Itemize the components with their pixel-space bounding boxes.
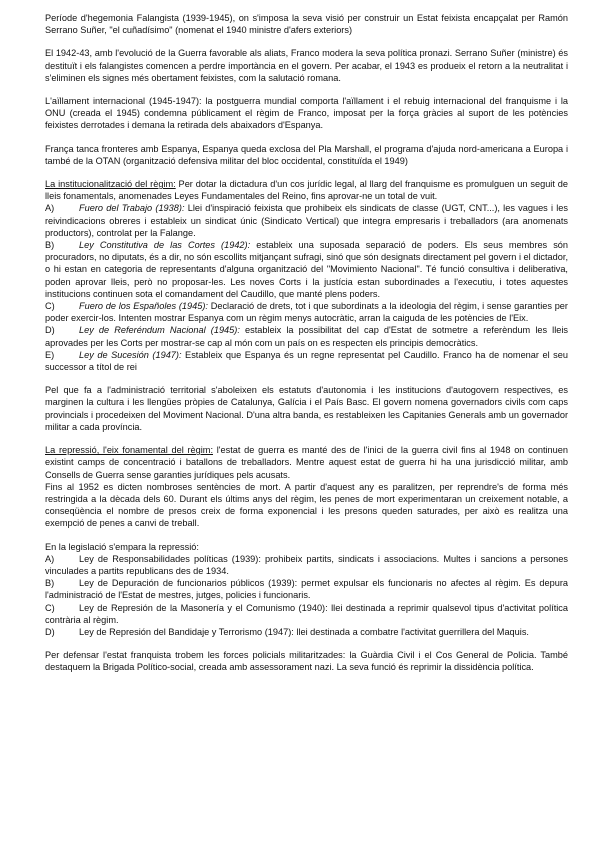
list-letter: A) bbox=[45, 203, 55, 214]
law-description: Ley de Responsabilidades políticas (1939): prohibeix partits, sindicats i associacions. Multes i sancions a persones vinculades a partits republicans des de 1934. bbox=[45, 553, 568, 576]
list-item-depuracion bbox=[45, 577, 568, 601]
institutionalization-heading: La institucionalització del règim: bbox=[45, 179, 176, 190]
law-description: Ley de Represión de la Masonería y el Comunismo (1940): llei destinada a reprimir qualsevol tipus d'activitat política contrària al règim. bbox=[45, 602, 568, 625]
paragraph-police-forces: Per defensar l'estat franquista trobem les forces policials militaritzades: la Guàrdia Civil i el Cos General de Policia. També destaquem la Brigada Político-social, creada amb assessorament nazi. La seva funció és reprimir la dissidència política. bbox=[45, 650, 568, 673]
paragraph-falangist-period: Període d'hegemonia Falangista (1939-1945), on s'imposa la seva visió per construir un Estat feixista encapçalat per Ramón Serrano Suñer, "el cuñadísimo" (nomenat el 1940 ministre d'afers exteriors) bbox=[45, 13, 568, 36]
law-name: Ley de Referéndum Nacional (1945): bbox=[79, 325, 240, 336]
repression-text: l'estat de guerra es manté des de l'inici de la guerra civil fins al 1948 on continuen existint camps de concentració i batallons de treballadors. Mentre aquest estat de guerra hi ha una jurisdicció militar, amb Consells de Guerra sense garanties jurídiques pels acusats. bbox=[45, 445, 568, 480]
paragraph-france-borders: França tanca fronteres amb Espanya, Espanya queda exclosa del Pla Marshall, el programa d'ajuda nord-americana a Europa i també de la OTAN (organització defensiva militar del bloc occidental, constituïda el 1949) bbox=[45, 143, 568, 166]
list-letter: E) bbox=[45, 349, 55, 360]
law-name: Ley de Sucesión (1947): bbox=[79, 349, 182, 360]
repression-heading: La repressió, l'eix fonamental del règim: bbox=[45, 445, 213, 456]
list-item-fuero-espanoles bbox=[45, 300, 568, 324]
list-letter: C) bbox=[45, 301, 55, 312]
section-repression bbox=[45, 444, 568, 529]
list-letter: D) bbox=[45, 626, 55, 637]
section-institutionalization bbox=[45, 178, 568, 373]
list-item-ley-sucesion bbox=[45, 349, 568, 373]
law-description: Estableix que Espanya és un regne representat pel Caudillo. Franco ha de nomenar el seu successor a títol de rei bbox=[45, 349, 568, 373]
law-name: Fuero de los Españoles (1945): bbox=[79, 301, 208, 312]
law-description: Llei d'inspiració feixista que prohibeix els sindicats de classe (UGT, CNT...), les vagues i les reivindicacions obreres i estableix un sindicat únic (Sindicato Vertical) que integra empresaris i treballadors (ara anomenats productors), controlat per la Falange. bbox=[45, 203, 568, 238]
law-description: Ley de Depuración de funcionarios públicos (1939): permet expulsar els funcionaris no afectes al règim. Es depura l'administració de l'Estat de mestres, jutges, policies i funcionaris. bbox=[45, 578, 568, 601]
law-description: estableix una suposada separació de poders. Els seus membres són procuradors, no diputats, és a dir, no són escollits mitjançant sufragi, sinó que són designats directament pel govern i el dictador, o hi estan en categoria de representants d'alguna organització del "Movimiento Nacional". Té funció consultiva i deliberativa, poden aprovar lleis, però no proposar-les. Les noves Corts i la justícia estan subordinades a l'executiu, i totes aquestes institucions continuen sota el comandament del Caudillo, que manté plens poders. bbox=[45, 240, 569, 299]
legislation-intro: En la legislació s'empara la repressió: bbox=[45, 541, 199, 552]
list-letter: B) bbox=[45, 578, 55, 589]
institutionalization-text: Per dotar la dictadura d'un cos jurídic legal, al llarg del franquisme es promulguen un seguit de lleis fonamentals, anomenades Leyes Fundamentales del Reino, fins aprovar-ne un total de vuit. bbox=[45, 179, 568, 202]
list-item-fuero-trabajo bbox=[45, 202, 568, 239]
law-description: Declaració de drets, tot i que subordinats a la ideologia del règim, i sense garanties per poder exercir-los. Intenten mostrar Espanya com un règim menys autocràtic, arran la caiguda de les potències de l'Eix. bbox=[45, 301, 568, 324]
list-item-responsabilidades bbox=[45, 553, 568, 577]
paragraph-territorial-administration: Pel que fa a l'administració territorial s'aboleixen els estatuts d'autonomia i les institucions d'autogovern respectives, es marginen la cultura i les llengües pròpies de Catalunya, Galícia i el País Basc. El govern nomena governadors civils com caps provincials i procedeixen del Moviment Nacional. D'una altra banda, es restableixen les Capitanies Generals amb un governador militar a cada província. bbox=[45, 385, 568, 432]
list-letter: A) bbox=[45, 553, 55, 564]
institutionalization-intro bbox=[45, 178, 568, 202]
law-description: Ley de Represión del Bandidaje y Terrorismo (1947): llei destinada a combatre l'activitat guerrillera del Maquis. bbox=[79, 626, 529, 637]
list-item-ley-cortes bbox=[45, 239, 568, 300]
list-letter: B) bbox=[45, 240, 55, 251]
list-letter: D) bbox=[45, 325, 55, 336]
repression-intro bbox=[45, 444, 568, 481]
list-item-masoneria bbox=[45, 602, 568, 626]
list-letter: C) bbox=[45, 602, 55, 613]
section-legislation bbox=[45, 541, 568, 639]
list-item-bandidaje bbox=[45, 626, 568, 638]
list-item-ley-referendum bbox=[45, 324, 568, 348]
law-name: Ley Constitutiva de las Cortes (1942): bbox=[79, 240, 251, 251]
paragraph-international-isolation: L'aïllament internacional (1945-1947): la postguerra mundial comporta l'aïllament i el rebuig internacional del franquisme i la ONU (creada el 1945) condemna públicament el règim de Franco, imposat per la força gràcies al suport de les potències feixistes derrotades i demana la retirada dels abaixadors d'Espanya. bbox=[45, 96, 568, 131]
repression-death-sentences: Fins al 1952 es dicten nombroses sentències de mort. A partir d'aquest any es paralitzen, per reprendre's de forma més restringida a la dècada dels 60. Durant els últims anys del règim, les penes de mort experimentaran un creixement notable, a conseqüència el nombre de presos creix de forma exponencial i les presons queden saturades, per això es realitza una exempció de penes a canvi de treball. bbox=[45, 481, 568, 529]
paragraph-1942-43: El 1942-43, amb l'evolució de la Guerra favorable als aliats, Franco modera la seva política pronazi. Serrano Suñer (ministre) és destituït i els falangistes comencen a perdre importància en el govern. Per acabar, el 1943 es produeix el retorn a la neutralitat i s'eliminen els signes més obertament feixistes, com la salutació romana. bbox=[45, 48, 568, 83]
law-description: estableix la possibilitat del cap d'Estat de sotmetre a referèndum les lleis aprovades per les Corts per mostrar-se cap al món com un país on es respecten els principis democràtics. bbox=[45, 325, 568, 348]
law-name: Fuero del Trabajo (1938): bbox=[79, 203, 185, 214]
